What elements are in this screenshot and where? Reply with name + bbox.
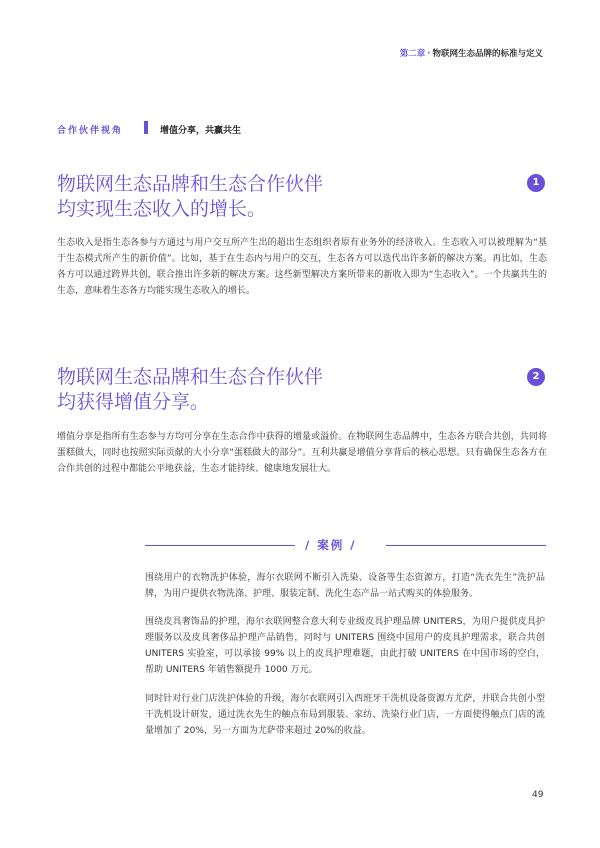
section-2-number-badge: 2 bbox=[527, 368, 545, 386]
section-2-body: 增值分享是指所有生态参与方均可分享在生态合作中获得的增量或溢价。在物联网生态品牌中，生态各方联合共创，共同将蛋糕做大，同时也按照实际贡献的大小分享“蛋糕做大的部分”。互利共赢是增值分享背后的核心思想。只有确保生态各方在合作共创的过程中都能公平地获益，生态才能持续、健康地发展壮大。 bbox=[57, 432, 547, 474]
page-number: 49 bbox=[532, 790, 544, 800]
perspective-subtitle: 增值分享，共赢共生 bbox=[160, 126, 242, 136]
section-1-number-badge: 1 bbox=[527, 174, 545, 192]
chapter-header bbox=[400, 47, 543, 59]
case-paragraph-1: 围绕用户的衣物洗护体验，海尔衣联网不断引入洗染、设备等生态资源方，打造“洗衣先生”洗护品牌，为用户提供衣物洗涤、护理、服装定制、洗化生态产品一站式购买的体验服务。 bbox=[145, 573, 545, 599]
perspective-label: 合作伙伴视角 bbox=[57, 126, 124, 136]
case-title: / 案例 / bbox=[305, 538, 357, 552]
section-1-title-line2: 均实现生态收入的增长。 bbox=[57, 198, 267, 220]
chapter-separator: · bbox=[427, 49, 431, 59]
section-1-body: 生态收入是指生态各参与方通过与用户交互所产生出的超出生态组织者原有业务外的经济收入。生态收入可以被理解为“基于生态模式所产生的新价值”。比如，基于在生态内与用户的交互，生态各方可以迭代出许多新的解决方案。再比如，生态各方可以通过跨界共创，联合推出许多新的解决方案。这些新型解决方案所带来的新收入即为“生态收入”。一个共赢共生的生态，意味着生态各方均能实现生态收入的增长。 bbox=[57, 238, 547, 296]
section-1-title bbox=[57, 172, 357, 222]
perspective-divider bbox=[144, 121, 148, 134]
section-2-title-line1: 物联网生态品牌和生态合作伙伴 bbox=[57, 366, 324, 388]
case-paragraph-2: 围绕皮具奢饰品的护理，海尔衣联网整合意大利专业级皮具护理品牌 UNITERS，为用户提供皮具护理服务以及皮具奢侈品护理产品销售，同时与 UNITERS 围绕中国用户的皮具护理需求，联合共创 UNITERS 实验室，可以承接 99% 以上的皮具护理难题，由此打破 UNITERS 在中国市场的空白，帮助 UNITERS 年销售额提升 1000 万元。 bbox=[145, 617, 545, 675]
chapter-number: 第二章 bbox=[399, 49, 426, 59]
case-divider-right bbox=[386, 545, 546, 546]
case-divider-left bbox=[145, 545, 295, 546]
section-2-title-line2: 均获得增值分享。 bbox=[57, 391, 210, 413]
case-paragraph-3: 同时针对行业门店洗护体验的升级，海尔衣联网引入西班牙干洗机设备资源方尤萨，并联合共创小型干洗机设计研发，通过洗衣先生的触点布局到服装、家纺、洗染行业门店，一方面使得触点门店的流量增加了 20%，另一方面为尤萨带来超过 20%的收益。 bbox=[145, 694, 545, 736]
section-2-title bbox=[57, 365, 357, 415]
section-1-title-line1: 物联网生态品牌和生态合作伙伴 bbox=[57, 173, 324, 195]
chapter-title: 物联网生态品牌的标准与定义 bbox=[432, 49, 543, 59]
